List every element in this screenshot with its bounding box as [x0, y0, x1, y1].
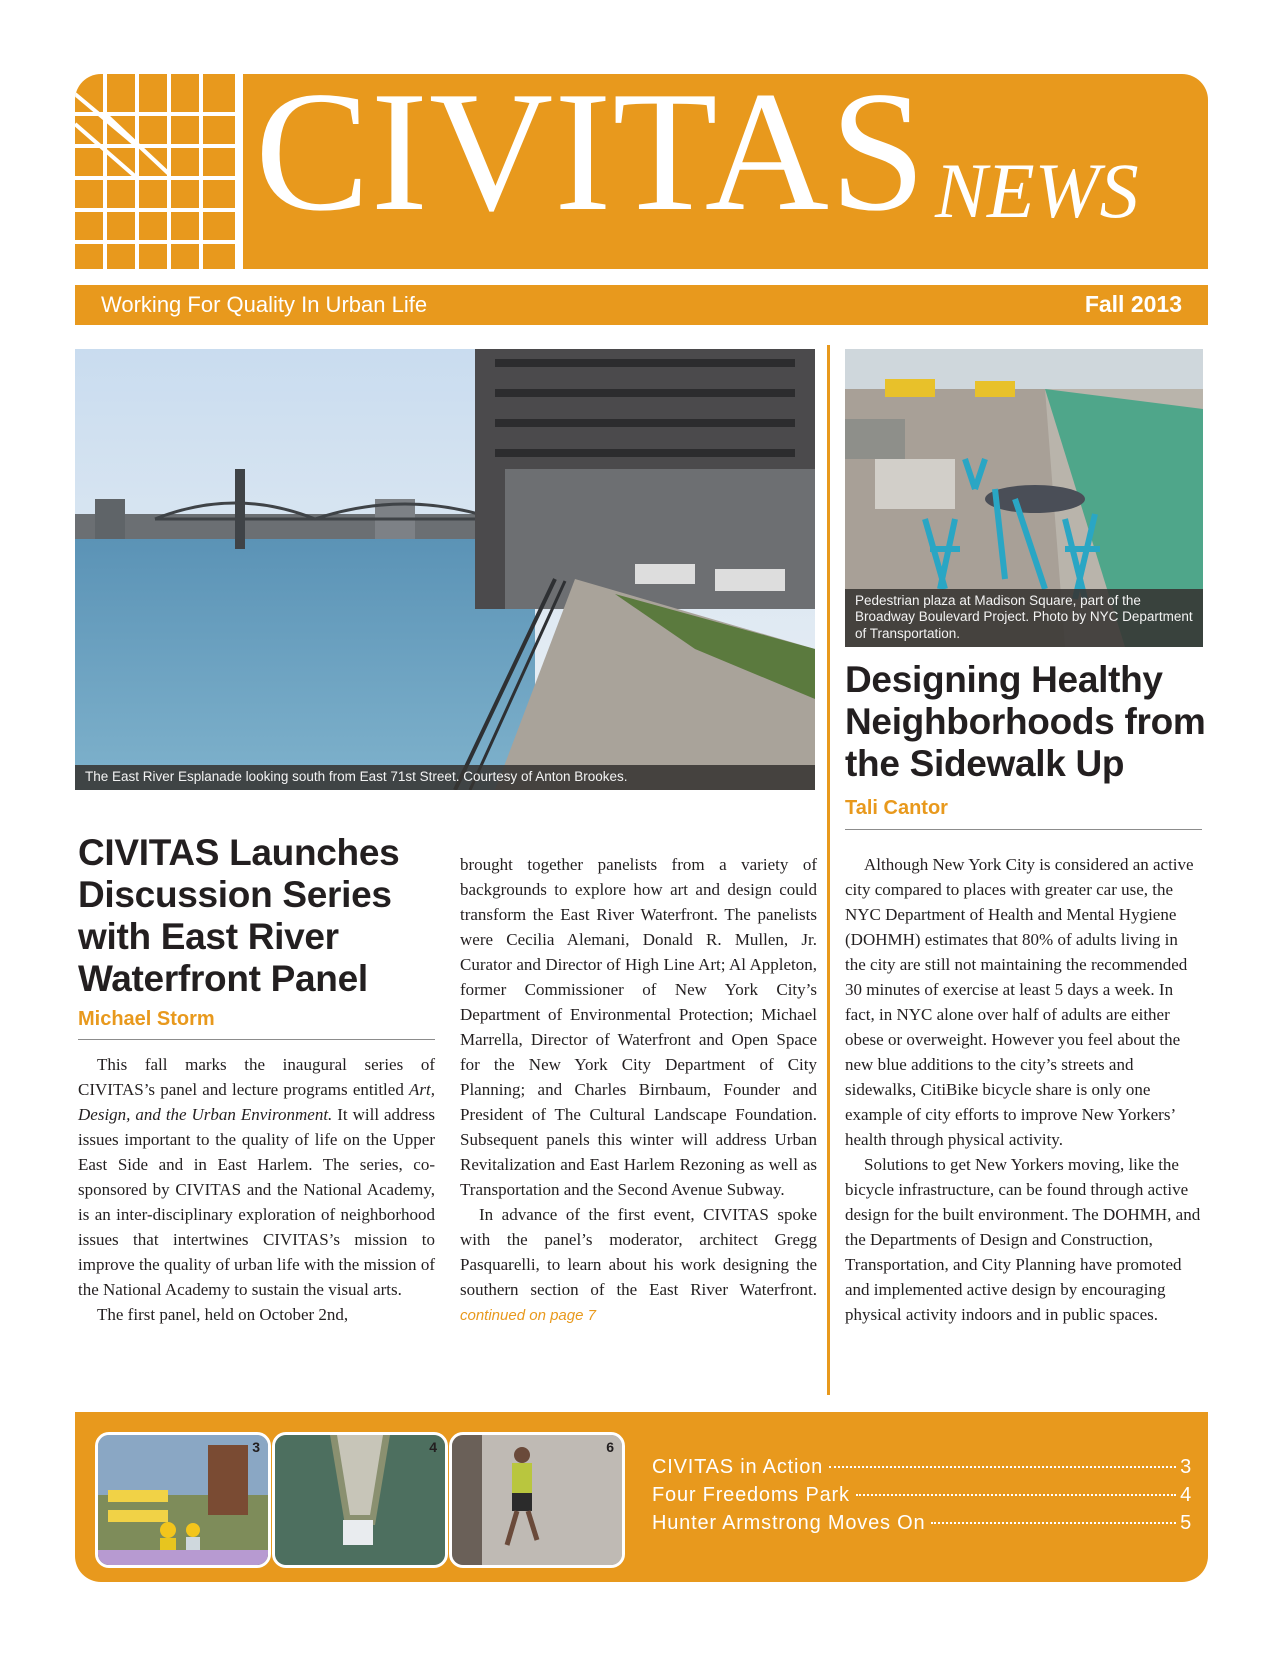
- article1-headline-line: Discussion Series: [78, 874, 392, 915]
- toc-item[interactable]: [652, 1512, 1192, 1540]
- article1-headline-line: with East River: [78, 916, 339, 957]
- article2-headline-line: Neighborhoods from: [845, 701, 1206, 742]
- article2-byline: Tali Cantor: [845, 797, 948, 819]
- toc-leader: [856, 1494, 1176, 1496]
- article1-paragraph: [78, 1052, 435, 1302]
- tagline: Working For Quality In Urban Life: [101, 292, 428, 317]
- article1-p-text: In advance of the first event, CIVITAS spoke with the panel’s moderator, architect Gregg Pasquarelli, to learn about his work designing the southern section of the East River Waterfront.: [460, 1205, 817, 1299]
- masthead-divider: [235, 74, 243, 269]
- article1-headline-line: Waterfront Panel: [78, 958, 368, 999]
- thumb-park-aerial-image: [275, 1435, 445, 1565]
- article2-paragraph: Solutions to get New Yorkers moving, like the bicycle infrastructure, can be found through active design for the built environment. The DOHMH, and the Departments of Design and Construction, Transportation, and City Planning have promoted and implemented active design by encouraging physical activity indoors and in public spaces.: [845, 1155, 1201, 1324]
- masthead-title: CIVITAS: [255, 74, 927, 247]
- article1-series-title: Art, Design, and the Urban Environment.: [78, 1080, 435, 1124]
- column-divider: [827, 345, 830, 1395]
- toc-leader: [931, 1522, 1176, 1524]
- article1-rule: [78, 1039, 435, 1040]
- toc-label: Hunter Armstrong Moves On: [652, 1512, 926, 1534]
- article2-rule: [845, 829, 1202, 830]
- article1-p1-text: This fall marks the inaugural series of CIVITAS’s panel and lecture programs entitled: [78, 1055, 435, 1099]
- article1-paragraph: brought together panelists from a variety of backgrounds to explore how art and design could transform the East River Waterfront. The panelists were Cecilia Alemani, Donald R. Mullen, Jr. Curator and Director of High Line Art; Al Appleton, former Commissioner of New York City’s Department of Environmental Protection; Michael Marrella, Director of Waterfront and Open Space for the New York City Department of City Planning; and Charles Birnbaum, Founder and President of The Cultural Landscape Foundation. Subsequent panels this winter will address Urban Revitalization and East Harlem Rezoning as well as Transportation and the Second Avenue Subway.: [460, 855, 817, 1199]
- thumb-page-number: 6: [606, 1439, 614, 1455]
- side-photo: [845, 349, 1203, 647]
- article1-column-1: [78, 1052, 435, 1327]
- article2-headline-line: the Sidewalk Up: [845, 743, 1125, 784]
- thumb-page-number: 3: [252, 1439, 260, 1455]
- article2-headline-line: Designing Healthy: [845, 659, 1163, 700]
- thumb-workers-image: [98, 1435, 268, 1565]
- toc-label: Four Freedoms Park: [652, 1484, 850, 1506]
- thumbnail-four-freedoms[interactable]: [272, 1432, 448, 1568]
- article2-headline: [845, 659, 1225, 785]
- issue-date: Fall 2013: [1084, 291, 1182, 317]
- table-of-contents: [652, 1456, 1192, 1540]
- article1-paragraph: The first panel, held on October 2nd,: [97, 1305, 349, 1324]
- side-photo-caption: Pedestrian plaza at Madison Square, part of the Broadway Boulevard Project. Photo by NYC Department of Transportation.: [845, 589, 1203, 648]
- article1-byline: Michael Storm: [78, 1008, 215, 1030]
- main-photo-caption: The East River Esplanade looking south from East 71st Street. Courtesy of Anton Brookes.: [75, 765, 815, 791]
- toc-item[interactable]: [652, 1456, 1192, 1484]
- article2-paragraph: Although New York City is considered an active city compared to places with greater car use, the NYC Department of Health and Mental Hygiene (DOHMH) estimates that 80% of adults living in the city are still not maintaining the recommended 30 minutes of exercise at least 5 days a week. In fact, in NYC alone over half of adults are either obese or overweight. However you feel about the new blue additions to the city’s streets and sidewalks, CitiBike bicycle share is only one example of city efforts to improve New Yorkers’ health through physical activity.: [845, 855, 1194, 1149]
- article2-column: [845, 852, 1202, 1327]
- footer-toc-panel: [75, 1412, 1208, 1582]
- civitas-grid-logo-icon: [75, 74, 235, 269]
- article1-column-2: [460, 852, 817, 1328]
- main-photo: [75, 349, 815, 790]
- toc-label: CIVITAS in Action: [652, 1456, 824, 1478]
- toc-page: 4: [1180, 1484, 1192, 1506]
- article1-p1-text-cont: It will address issues important to the quality of life on the Upper East Side and in East Harlem. The series, co-sponsored by CIVITAS and the National Academy, is an inter-disciplinary exploration of neighborhood issues that intertwines CIVITAS’s mission to improve the quality of urban life with the mission of the National Academy to sustain the visual arts.: [78, 1105, 435, 1299]
- toc-page: 5: [1180, 1512, 1192, 1534]
- article1-paragraph: [460, 1202, 817, 1328]
- masthead: [75, 74, 1208, 269]
- toc-page: 3: [1180, 1456, 1192, 1478]
- continued-link[interactable]: continued on page 7: [460, 1307, 596, 1324]
- thumbnail-hunter-armstrong[interactable]: [449, 1432, 625, 1568]
- article1-headline: [78, 832, 438, 1000]
- masthead-subtitle: NEWS: [935, 147, 1139, 234]
- tagline-bar: [75, 285, 1208, 325]
- thumb-runner-image: [452, 1435, 622, 1565]
- thumb-page-number: 4: [429, 1439, 437, 1455]
- toc-item[interactable]: [652, 1484, 1192, 1512]
- article1-headline-line: CIVITAS Launches: [78, 832, 400, 873]
- toc-leader: [829, 1466, 1176, 1468]
- esplanade-photo-illustration: [75, 349, 815, 790]
- thumbnail-civitas-in-action[interactable]: [95, 1432, 271, 1568]
